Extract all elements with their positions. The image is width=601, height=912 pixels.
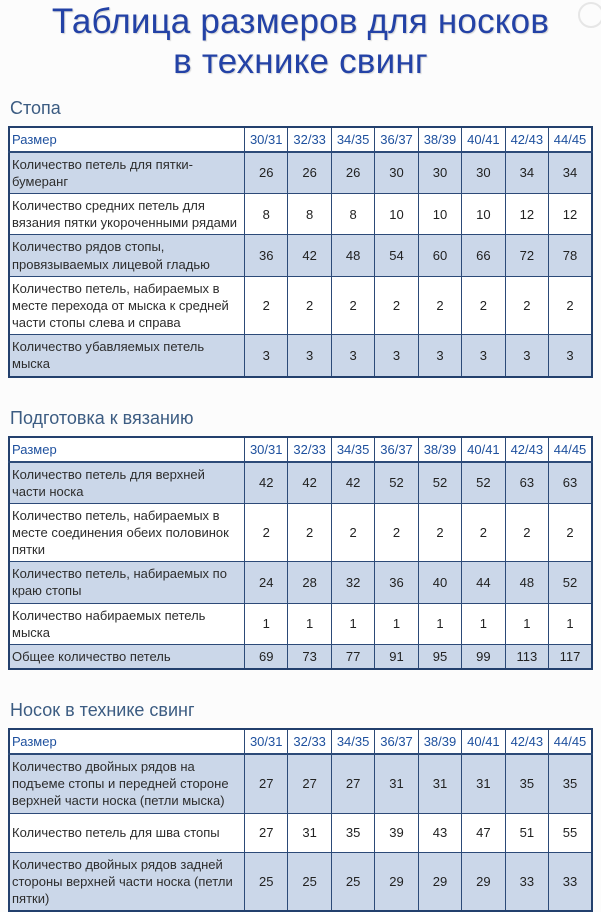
- sections-container: [0, 90, 601, 912]
- value-cell: 2: [462, 276, 505, 334]
- size-column-header: 40/41: [462, 437, 505, 462]
- value-cell: 63: [505, 462, 548, 504]
- value-cell: 25: [331, 852, 374, 911]
- value-cell: 52: [549, 562, 592, 603]
- page-title: [0, 2, 601, 82]
- table-header-row: [9, 729, 592, 754]
- table-row: [9, 754, 592, 813]
- value-cell: 27: [331, 754, 374, 813]
- size-column-header: 32/33: [288, 437, 331, 462]
- value-cell: 35: [549, 754, 592, 813]
- value-cell: 2: [549, 503, 592, 561]
- value-cell: 29: [375, 852, 418, 911]
- value-cell: 36: [245, 235, 288, 276]
- value-cell: 1: [331, 603, 374, 644]
- value-cell: 1: [418, 603, 461, 644]
- value-cell: 48: [331, 235, 374, 276]
- value-cell: 8: [331, 194, 374, 235]
- row-label-cell: Количество двойных рядов задней стороны верхней части носка (петли пятки): [9, 852, 245, 911]
- table-row: [9, 462, 592, 504]
- value-cell: 2: [549, 276, 592, 334]
- size-column-header: 38/39: [418, 729, 461, 754]
- value-cell: 29: [418, 852, 461, 911]
- value-cell: 33: [505, 852, 548, 911]
- value-cell: 63: [549, 462, 592, 504]
- value-cell: 2: [418, 503, 461, 561]
- size-column-header: 36/37: [375, 127, 418, 152]
- value-cell: 51: [505, 813, 548, 852]
- size-header-label-cell: Размер: [9, 127, 245, 152]
- value-cell: 2: [505, 276, 548, 334]
- value-cell: 1: [505, 603, 548, 644]
- value-cell: 52: [375, 462, 418, 504]
- row-label-cell: Количество двойных рядов на подъеме стопы и передней стороне верхней части носка (петли мыска): [9, 754, 245, 813]
- row-label-cell: Количество петель, набираемых в месте соединения обеих половинок пятки: [9, 503, 245, 561]
- size-table: [8, 728, 593, 912]
- table-row: [9, 562, 592, 603]
- row-label-cell: Общее количество петель: [9, 644, 245, 669]
- value-cell: 8: [245, 194, 288, 235]
- size-column-header: 40/41: [462, 127, 505, 152]
- table-header-row: [9, 127, 592, 152]
- row-label-cell: Количество петель для шва стопы: [9, 813, 245, 852]
- value-cell: 54: [375, 235, 418, 276]
- size-column-header: 44/45: [549, 729, 592, 754]
- value-cell: 39: [375, 813, 418, 852]
- value-cell: 30: [462, 152, 505, 194]
- value-cell: 1: [375, 603, 418, 644]
- size-column-header: 42/43: [505, 437, 548, 462]
- value-cell: 24: [245, 562, 288, 603]
- section-heading: Носок в технике свинг: [10, 700, 195, 721]
- page-title-line1: Таблица размеров для носков: [51, 2, 550, 41]
- table-row: [9, 503, 592, 561]
- value-cell: 3: [549, 335, 592, 377]
- section: [8, 670, 593, 912]
- row-label-cell: Количество рядов стопы, провязываемых лицевой гладью: [9, 235, 245, 276]
- section-heading: Стопа: [10, 97, 61, 118]
- size-column-header: 44/45: [549, 437, 592, 462]
- value-cell: 2: [375, 503, 418, 561]
- value-cell: 10: [462, 194, 505, 235]
- row-label-cell: Количество средних петель для вязания пятки укороченными рядами: [9, 194, 245, 235]
- table-row: [9, 603, 592, 644]
- value-cell: 2: [245, 503, 288, 561]
- table-header-row: [9, 437, 592, 462]
- value-cell: 3: [245, 335, 288, 377]
- table-row: [9, 813, 592, 852]
- value-cell: 47: [462, 813, 505, 852]
- value-cell: 31: [375, 754, 418, 813]
- section: [8, 378, 593, 671]
- value-cell: 2: [288, 276, 331, 334]
- value-cell: 2: [331, 503, 374, 561]
- value-cell: 33: [549, 852, 592, 911]
- row-label-cell: Количество петель, набираемых в месте перехода от мыска к средней части стопы слева и справа: [9, 276, 245, 334]
- watermark-artifact: [578, 2, 601, 28]
- size-table: [8, 126, 593, 378]
- value-cell: 3: [505, 335, 548, 377]
- value-cell: 91: [375, 644, 418, 669]
- value-cell: 27: [245, 754, 288, 813]
- value-cell: 26: [245, 152, 288, 194]
- size-column-header: 30/31: [245, 729, 288, 754]
- size-column-header: 42/43: [505, 729, 548, 754]
- size-column-header: 34/35: [331, 729, 374, 754]
- section-heading: Подготовка к вязанию: [10, 407, 194, 428]
- value-cell: 113: [505, 644, 548, 669]
- size-column-header: 38/39: [418, 437, 461, 462]
- size-column-header: 36/37: [375, 729, 418, 754]
- value-cell: 31: [418, 754, 461, 813]
- value-cell: 78: [549, 235, 592, 276]
- value-cell: 42: [331, 462, 374, 504]
- size-column-header: 36/37: [375, 437, 418, 462]
- value-cell: 3: [418, 335, 461, 377]
- value-cell: 29: [462, 852, 505, 911]
- value-cell: 2: [331, 276, 374, 334]
- value-cell: 2: [288, 503, 331, 561]
- value-cell: 2: [418, 276, 461, 334]
- size-column-header: 32/33: [288, 127, 331, 152]
- value-cell: 60: [418, 235, 461, 276]
- size-column-header: 34/35: [331, 127, 374, 152]
- value-cell: 43: [418, 813, 461, 852]
- value-cell: 35: [505, 754, 548, 813]
- value-cell: 3: [462, 335, 505, 377]
- value-cell: 3: [375, 335, 418, 377]
- value-cell: 26: [331, 152, 374, 194]
- value-cell: 95: [418, 644, 461, 669]
- size-header-label-cell: Размер: [9, 729, 245, 754]
- value-cell: 28: [288, 562, 331, 603]
- value-cell: 36: [375, 562, 418, 603]
- size-header-label-cell: Размер: [9, 437, 245, 462]
- value-cell: 25: [245, 852, 288, 911]
- value-cell: 44: [462, 562, 505, 603]
- value-cell: 27: [245, 813, 288, 852]
- value-cell: 12: [505, 194, 548, 235]
- value-cell: 10: [418, 194, 461, 235]
- value-cell: 32: [331, 562, 374, 603]
- size-column-header: 30/31: [245, 127, 288, 152]
- row-label-cell: Количество петель для верхней части носка: [9, 462, 245, 504]
- value-cell: 1: [462, 603, 505, 644]
- value-cell: 55: [549, 813, 592, 852]
- value-cell: 77: [331, 644, 374, 669]
- row-label-cell: Количество убавляемых петель мыска: [9, 335, 245, 377]
- table-row: [9, 644, 592, 669]
- size-column-header: 42/43: [505, 127, 548, 152]
- value-cell: 42: [288, 462, 331, 504]
- value-cell: 31: [288, 813, 331, 852]
- value-cell: 12: [549, 194, 592, 235]
- size-column-header: 30/31: [245, 437, 288, 462]
- section: [8, 90, 593, 378]
- value-cell: 34: [549, 152, 592, 194]
- value-cell: 31: [462, 754, 505, 813]
- table-row: [9, 852, 592, 911]
- value-cell: 1: [288, 603, 331, 644]
- row-label-cell: Количество петель, набираемых по краю стопы: [9, 562, 245, 603]
- row-label-cell: Количество петель для пятки-бумеранг: [9, 152, 245, 194]
- value-cell: 27: [288, 754, 331, 813]
- value-cell: 48: [505, 562, 548, 603]
- size-column-header: 40/41: [462, 729, 505, 754]
- value-cell: 99: [462, 644, 505, 669]
- table-row: [9, 235, 592, 276]
- value-cell: 1: [245, 603, 288, 644]
- value-cell: 8: [288, 194, 331, 235]
- value-cell: 42: [245, 462, 288, 504]
- value-cell: 30: [375, 152, 418, 194]
- value-cell: 42: [288, 235, 331, 276]
- value-cell: 25: [288, 852, 331, 911]
- row-label-cell: Количество набираемых петель мыска: [9, 603, 245, 644]
- value-cell: 10: [375, 194, 418, 235]
- size-column-header: 34/35: [331, 437, 374, 462]
- value-cell: 35: [331, 813, 374, 852]
- size-column-header: 38/39: [418, 127, 461, 152]
- size-column-header: 32/33: [288, 729, 331, 754]
- value-cell: 40: [418, 562, 461, 603]
- value-cell: 117: [549, 644, 592, 669]
- value-cell: 66: [462, 235, 505, 276]
- size-column-header: 44/45: [549, 127, 592, 152]
- table-row: [9, 194, 592, 235]
- value-cell: 69: [245, 644, 288, 669]
- value-cell: 1: [549, 603, 592, 644]
- table-row: [9, 276, 592, 334]
- value-cell: 3: [331, 335, 374, 377]
- value-cell: 34: [505, 152, 548, 194]
- value-cell: 72: [505, 235, 548, 276]
- value-cell: 30: [418, 152, 461, 194]
- value-cell: 2: [505, 503, 548, 561]
- table-row: [9, 152, 592, 194]
- value-cell: 2: [375, 276, 418, 334]
- value-cell: 2: [462, 503, 505, 561]
- page-title-line2: в технике свинг: [173, 41, 428, 81]
- size-table: [8, 436, 593, 671]
- value-cell: 26: [288, 152, 331, 194]
- value-cell: 52: [418, 462, 461, 504]
- value-cell: 2: [245, 276, 288, 334]
- value-cell: 52: [462, 462, 505, 504]
- value-cell: 3: [288, 335, 331, 377]
- table-row: [9, 335, 592, 377]
- value-cell: 73: [288, 644, 331, 669]
